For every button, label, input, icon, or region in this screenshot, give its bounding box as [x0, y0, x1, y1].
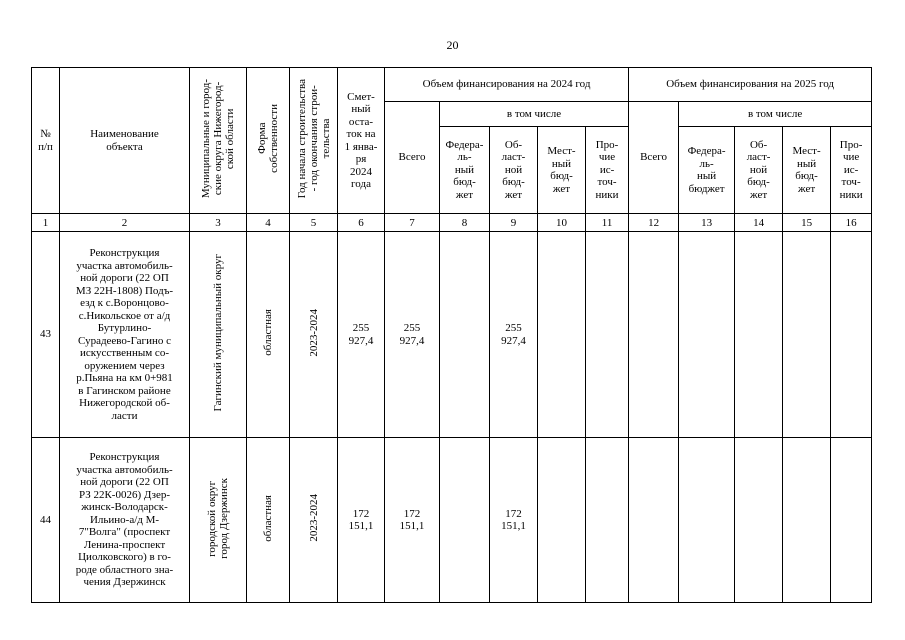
federal-2024 — [440, 438, 490, 603]
header-local-2025: Мест- ный бюд- жет — [783, 127, 831, 214]
object-name: Реконструкция участка автомобиль- ной дороги (22 ОП РЗ 22К-0026) Дзер- жинск-Володарск- Ильино-а/д М- 7"Волга" (проспект Ленина-проспект Циолковского) в го- роде областного зна- чения Дзержинск — [60, 438, 190, 603]
header-ownership: Форма собственности — [256, 104, 280, 174]
total-2024: 172 151,1 — [385, 438, 440, 603]
municipality-cell — [190, 438, 247, 603]
municipality-cell — [190, 232, 247, 438]
total-2024: 255 927,4 — [385, 232, 440, 438]
column-number: 8 — [440, 214, 490, 232]
column-number: 14 — [735, 214, 783, 232]
column-number: 1 — [32, 214, 60, 232]
estimated-remainder: 172 151,1 — [338, 438, 385, 603]
column-number: 12 — [629, 214, 679, 232]
local-2024 — [538, 232, 586, 438]
header-row-1 — [32, 68, 872, 102]
header-ownership-cell — [247, 68, 290, 214]
column-number: 6 — [338, 214, 385, 232]
ownership-cell — [247, 232, 290, 438]
header-total-2024: Всего — [385, 102, 440, 214]
federal-2025 — [679, 438, 735, 603]
municipality: городской округ город Дзержинск — [206, 477, 230, 559]
regional-2025 — [735, 232, 783, 438]
federal-2025 — [679, 232, 735, 438]
column-number: 5 — [290, 214, 338, 232]
federal-2024 — [440, 232, 490, 438]
financing-table — [31, 67, 872, 603]
column-number: 7 — [385, 214, 440, 232]
header-federal-2025: Федера- ль- ный бюджет — [679, 127, 735, 214]
header-years: Год начала строительства - год окончания строи- тельства — [295, 79, 332, 199]
column-number: 10 — [538, 214, 586, 232]
total-2025 — [629, 232, 679, 438]
construction-years: 2023-2024 — [307, 308, 320, 357]
column-number: 4 — [247, 214, 290, 232]
header-remainder: Смет- ный оста- ток на 1 янва- ря 2024 года — [338, 68, 385, 214]
construction-years: 2023-2024 — [307, 494, 320, 543]
ownership: областная — [262, 494, 274, 542]
header-regional-2025: Об- ласт- ной бюд- жет — [735, 127, 783, 214]
header-funding-2024: Объем финансирования на 2024 год — [385, 68, 629, 102]
object-name: Реконструкция участка автомобиль- ной дороги (22 ОП МЗ 22Н-1808) Подъ- езд к с.Воронцово- с.Никольское от а/д Бутурлино- Сурадеево-Гагино с искусственным со- оружением через р.Пьяна на км 0+981 в Гагинском районе Нижегородской об- ласти — [60, 232, 190, 438]
column-number-row — [32, 214, 872, 232]
header-funding-2025: Объем финансирования на 2025 год — [629, 68, 872, 102]
table-row — [32, 232, 872, 438]
header-total-2025: Всего — [629, 102, 679, 214]
header-federal-2024: Федера- ль- ный бюд- жет — [440, 127, 490, 214]
years-cell — [290, 438, 338, 603]
row-num: 43 — [32, 232, 60, 438]
other-2025 — [831, 232, 872, 438]
header-including-2025: в том числе — [679, 102, 872, 127]
header-including-2024: в том числе — [440, 102, 629, 127]
regional-2024: 255 927,4 — [490, 232, 538, 438]
table-row — [32, 438, 872, 603]
total-2025 — [629, 438, 679, 603]
column-number: 2 — [60, 214, 190, 232]
header-local-2024: Мест- ный бюд- жет — [538, 127, 586, 214]
header-years-cell — [290, 68, 338, 214]
regional-2024: 172 151,1 — [490, 438, 538, 603]
other-2024 — [586, 438, 629, 603]
ownership: областная — [262, 309, 274, 357]
ownership-cell — [247, 438, 290, 603]
header-regional-2024: Об- ласт- ной бюд- жет — [490, 127, 538, 214]
header-num: № п/п — [32, 68, 60, 214]
header-other-2025: Про- чие ис- точ- ники — [831, 127, 872, 214]
municipality: Гагинский муниципальный округ — [212, 253, 224, 412]
local-2025 — [783, 438, 831, 603]
page-number: 20 — [446, 38, 459, 52]
header-other-2024: Про- чие ис- точ- ники — [586, 127, 629, 214]
local-2025 — [783, 232, 831, 438]
column-number: 3 — [190, 214, 247, 232]
column-number: 15 — [783, 214, 831, 232]
column-number: 11 — [586, 214, 629, 232]
column-number: 16 — [831, 214, 872, 232]
other-2025 — [831, 438, 872, 603]
estimated-remainder: 255 927,4 — [338, 232, 385, 438]
local-2024 — [538, 438, 586, 603]
column-number: 9 — [490, 214, 538, 232]
years-cell — [290, 232, 338, 438]
header-name: Наименование объекта — [60, 68, 190, 214]
column-number: 13 — [679, 214, 735, 232]
regional-2025 — [735, 438, 783, 603]
row-num: 44 — [32, 438, 60, 603]
header-municipality: Муниципальные и город- ские округа Нижегород- ской области — [200, 79, 236, 199]
other-2024 — [586, 232, 629, 438]
header-municipality-cell — [190, 68, 247, 214]
